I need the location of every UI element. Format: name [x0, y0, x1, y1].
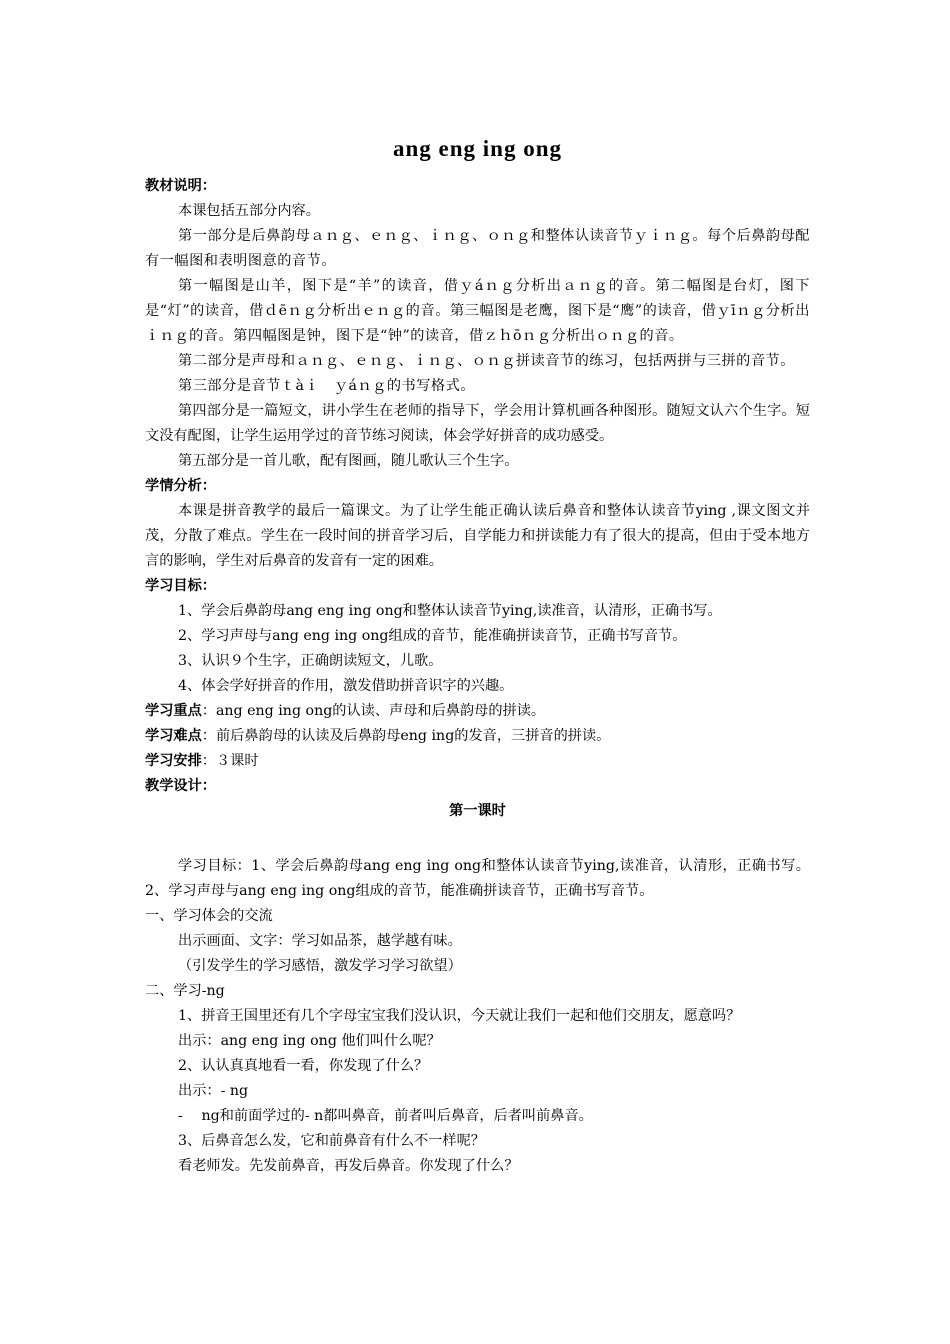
part2-line: 1、拼音王国里还有几个字母宝宝我们没认识，今天就让我们一起和他们交朋友，愿意吗？ — [178, 1008, 741, 1024]
material-paragraph: 第三部分是音节ｔàｉ ｙáｎｇ的书写格式。 — [178, 378, 475, 394]
difficulty-text: ：前后鼻韵母的认读及后鼻韵母eng ing的发音，三拼音的拼读。 — [201, 728, 611, 744]
part2-heading: 二、学习-ng — [145, 983, 225, 999]
document-title: ang eng ing ong — [392, 136, 562, 161]
goal-item: 2、学习声母与ang eng ing ong组成的音节，能准确拼读音节，正确书写音节。 — [178, 628, 687, 644]
schedule-text: ：３课时 — [201, 753, 259, 769]
material-paragraph: 本课包括五部分内容。 — [178, 203, 320, 219]
schedule-label: 学习安排 — [145, 753, 202, 769]
goal-item: 3、认识９个生字，正确朗读短文，儿歌。 — [178, 653, 443, 669]
lesson-goals: 学习目标：1、学会后鼻韵母ang eng ing ong和整体认读音节ying,读准音，认清形，正确书写。2、学习声母与ang eng ing ong组成的音节，能准确拼读音节，正确书写音节。 — [145, 858, 810, 899]
part1-line: （引发学生的学习感悟，激发学习学习欲望） — [178, 958, 462, 974]
material-paragraph: 第四部分是一篇短文，讲小学生在老师的指导下，学会用计算机画各种图形。随短文认六个生字。短文没有配图，让学生运用学过的音节练习阅读，体会学好拼音的成功感受。 — [145, 403, 810, 444]
schedule — [145, 749, 810, 774]
material-paragraph: 第二部分是声母和ａｎｇ、ｅｎｇ、ｉｎｇ、ｏｎｇ拼读音节的练习，包括两拼与三拼的音节。 — [178, 353, 795, 369]
analysis-paragraph: 本课是拼音教学的最后一篇课文。为了让学生能正确认读后鼻音和整体认读音节ying ,课文图文并茂，分散了难点。学生在一段时间的拼音学习后，自学能力和拼读能力有了很大的提高，但由于受本地方言的影响，学生对后鼻音的发音有一定的困难。 — [145, 503, 810, 569]
part2-line: 出示：ang eng ing ong 他们叫什么呢？ — [178, 1033, 441, 1049]
design-heading: 教学设计： — [145, 778, 216, 794]
key-point-text: ：ang eng ing ong的认读、声母和后鼻韵母的拼读。 — [201, 703, 546, 719]
material-paragraph: 第一幅图是山羊，图下是“羊”的读音，借ｙáｎｇ分析出ａｎｇ的音。第二幅图是台灯，图下是“灯”的读音，借ｄēｎｇ分析出ｅｎｇ的音。第三幅图是老鹰，图下是“鹰”的读音，借ｙīｎｇ分析出ｉｎｇ的音。第四幅图是钟，图下是“钟”的读音，借ｚｈōｎｇ分析出ｏｎｇ的音。 — [145, 278, 810, 344]
material-heading: 教材说明： — [145, 178, 216, 194]
part2-line: 2、认认真真地看一看，你发现了什么？ — [178, 1058, 429, 1074]
spacer — [145, 824, 810, 854]
goals-heading: 学习目标： — [145, 578, 216, 594]
part2-line: - ng和前面学过的- n都叫鼻音，前者叫后鼻音，后者叫前鼻音。 — [178, 1108, 593, 1124]
lesson-title: 第一课时 — [449, 803, 506, 819]
analysis-heading: 学情分析： — [145, 478, 216, 494]
part2-line: 3、后鼻音怎么发，它和前鼻音有什么不一样呢？ — [178, 1133, 485, 1149]
goal-item: 4、体会学好拼音的作用，激发借助拼音识字的兴趣。 — [178, 678, 514, 694]
key-point-label: 学习重点 — [145, 703, 202, 719]
difficulty-label: 学习难点 — [145, 728, 202, 744]
goal-item: 1、学会后鼻韵母ang eng ing ong和整体认读音节ying,读准音，认清形，正确书写。 — [178, 603, 722, 619]
part1-heading: 一、学习体会的交流 — [145, 908, 273, 924]
part1-line: 出示画面、文字：学习如品茶，越学越有味。 — [178, 933, 462, 949]
key-point — [145, 699, 810, 724]
material-paragraph: 第一部分是后鼻韵母ａｎｇ、ｅｎｇ、ｉｎｇ、ｏｎｇ和整体认读音节ｙｉｎｇ。每个后鼻韵母配有一幅图和表明图意的音节。 — [145, 228, 810, 269]
document-page — [145, 132, 810, 1179]
part2-line: 看老师发。先发前鼻音，再发后鼻音。你发现了什么？ — [178, 1158, 519, 1174]
part2-line: 出示：- ng — [178, 1083, 249, 1099]
material-paragraph: 第五部分是一首儿歌，配有图画，随儿歌认三个生字。 — [178, 453, 519, 469]
difficulty-point — [145, 724, 810, 749]
